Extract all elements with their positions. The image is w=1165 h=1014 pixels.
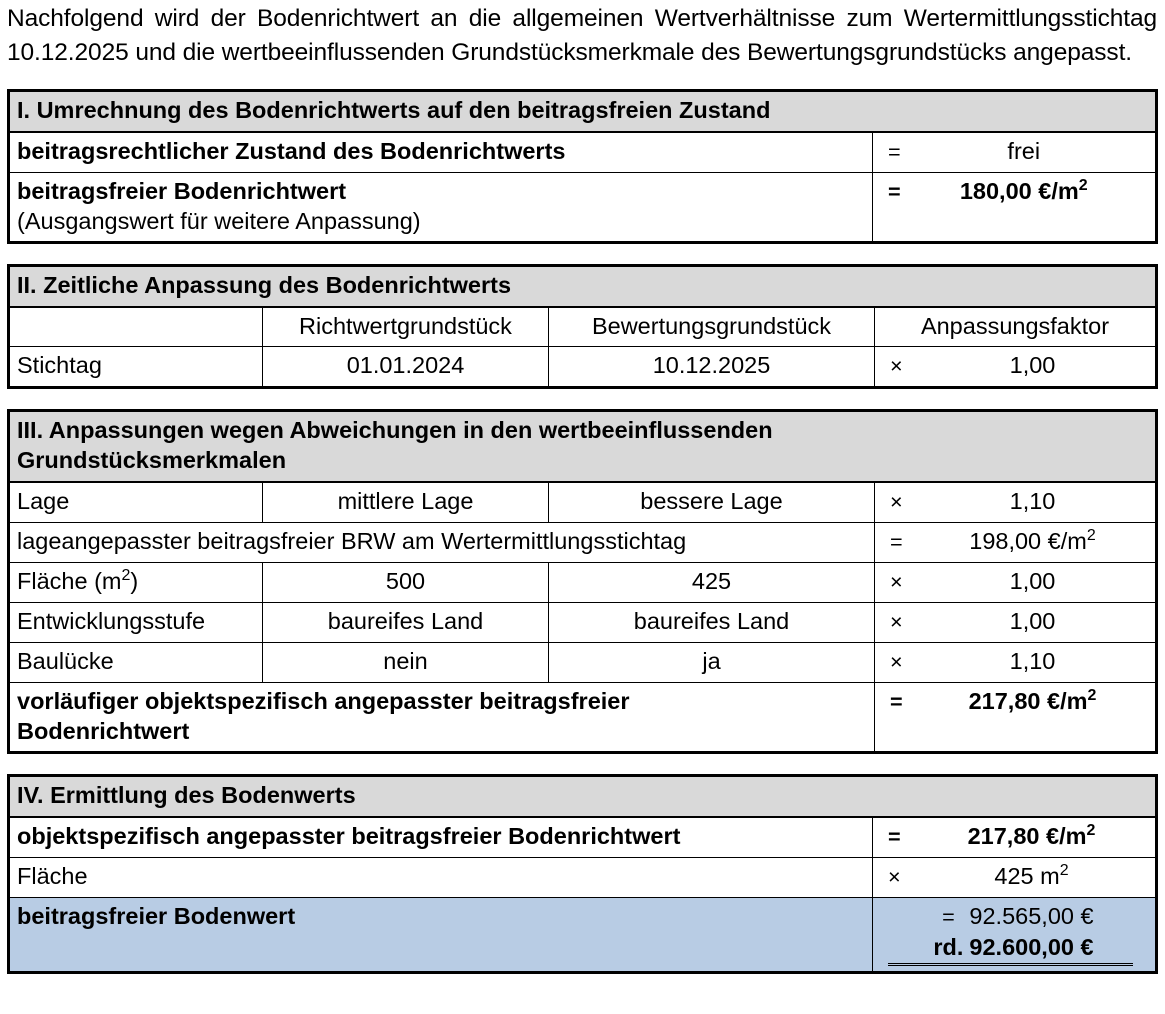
row-operator: ×	[890, 489, 903, 514]
row-label-line-1: vorläufiger objektspezifisch angepasster beitragsfreier	[17, 688, 630, 714]
row-value-bodenrichtwert: 180,00 $€/m^2$	[915, 173, 1157, 243]
row-value-lageangepasster-brw: 198,00 $€/m^2$	[969, 527, 1096, 554]
table-section-4	[7, 774, 1158, 974]
row-value-bewertung-lage: bessere Lage	[549, 482, 875, 523]
section-3-title-line-1: III. Anpassungen wegen Abweichungen in den wertbeeinflussenden	[17, 417, 773, 443]
row-faktor-cell	[875, 603, 1157, 643]
row-value-zustand: frei	[915, 132, 1157, 173]
row-faktor-cell	[875, 563, 1157, 603]
row-faktor-value: 1,00	[1009, 568, 1056, 594]
row-faktor-cell	[875, 347, 1157, 388]
row-faktor-value: 1,10	[1009, 488, 1056, 514]
row-value-richtwert-lage: mittlere Lage	[263, 482, 549, 523]
row-value-richtwert-flaeche: 500	[263, 563, 549, 603]
result-value-rounded: 92.600,00 €	[969, 934, 1094, 960]
table-row	[9, 817, 1157, 858]
section-4-title: IV. Ermittlung des Bodenwerts	[9, 776, 1157, 818]
row-faktor-cell	[875, 643, 1157, 683]
row-label-flaeche: Fläche $(m^2)$	[9, 563, 263, 603]
section-3-result-row	[9, 683, 1157, 753]
row-value-cell	[873, 898, 1157, 973]
col-header-anpassungsfaktor: Anpassungsfaktor	[875, 307, 1157, 347]
row-label-objektspezifisch-brw: objektspezifisch angepasster beitragsfreier Bodenrichtwert	[9, 817, 873, 858]
row-operator: ×	[890, 353, 903, 378]
result-line-rounded	[888, 932, 1133, 966]
row-value-cell	[873, 817, 1157, 858]
interim-result-row	[9, 523, 1157, 563]
col-header-empty	[9, 307, 263, 347]
row-label-bauluecke: Baulücke	[9, 643, 263, 683]
table-row	[9, 858, 1157, 898]
section-3-title-line-2: Grundstücksmerkmalen	[17, 447, 287, 473]
column-header-row	[9, 307, 1157, 347]
row-faktor-cell	[875, 482, 1157, 523]
result-value-exact: 92.565,00 €	[969, 903, 1094, 929]
row-label-line-2: Bodenrichtwert	[17, 718, 190, 744]
table-row	[9, 563, 1157, 603]
row-value-cell	[875, 683, 1157, 753]
row-value-richtwert-bauluecke: nein	[263, 643, 549, 683]
row-operator: =	[890, 529, 903, 554]
row-value-cell	[875, 523, 1157, 563]
table-row	[9, 643, 1157, 683]
section-1-header-row	[9, 91, 1157, 133]
spacer	[0, 244, 1165, 264]
row-value-vorlaeufiger-brw: 217,80 $€/m^2$	[968, 687, 1097, 714]
section-1-title: I. Umrechnung des Bodenrichtwerts auf den beitragsfreien Zustand	[9, 91, 1157, 133]
row-label-lage: Lage	[9, 482, 263, 523]
table-section-1	[7, 89, 1158, 244]
table-row	[9, 603, 1157, 643]
section-2-header-row	[9, 266, 1157, 308]
row-operator: ×	[888, 864, 901, 889]
row-operator: ×	[890, 609, 903, 634]
row-label-line-2: (Ausgangswert für weitere Anpassung)	[17, 208, 421, 234]
row-faktor-value: 1,00	[1009, 352, 1056, 378]
table-section-2	[7, 264, 1158, 389]
section-4-result-row	[9, 898, 1157, 973]
row-value-richtwert-entwicklungsstufe: baureifes Land	[263, 603, 549, 643]
spacer	[0, 389, 1165, 409]
row-operator: =	[942, 904, 955, 929]
row-value-bewertung-bauluecke: ja	[549, 643, 875, 683]
row-label-lageangepasster-brw: lageangepasster beitragsfreier BRW am Wertermittlungsstichtag	[9, 523, 875, 563]
section-3-title	[9, 411, 1157, 483]
section-4-header-row	[9, 776, 1157, 818]
row-faktor-value: 1,00	[1009, 608, 1056, 634]
row-value-objektspezifisch-brw: 217,80 $€/m^2$	[967, 822, 1096, 849]
table-row	[9, 132, 1157, 173]
intro-paragraph	[0, 0, 1165, 70]
section-2-title: II. Zeitliche Anpassung des Bodenrichtwerts	[9, 266, 1157, 308]
row-operator: ×	[890, 569, 903, 594]
table-row	[9, 347, 1157, 388]
row-value-bewertung-flaeche: 425	[549, 563, 875, 603]
table-row	[9, 482, 1157, 523]
table-row	[9, 173, 1157, 243]
row-operator: =	[873, 132, 915, 173]
row-faktor-value: 1,10	[1009, 648, 1056, 674]
row-label-beitragsfreier-bodenwert: beitragsfreier Bodenwert	[9, 898, 873, 973]
row-value-richtwert-stichtag: 01.01.2024	[263, 347, 549, 388]
row-label-beitragsrechtlicher-zustand: beitragsrechtlicher Zustand des Bodenrichtwerts	[9, 132, 873, 173]
spacer	[0, 754, 1165, 774]
result-operator-rounded: rd.	[933, 934, 964, 960]
intro-text: Nachfolgend wird der Bodenrichtwert an die allgemeinen Wertverhältnisse zum Wertermittlungsstichtag 10.12.2025 und die wertbeeinflussenden Grundstücksmerkmale des Bewertungsgrundstücks angepasst.	[7, 5, 1157, 66]
row-value-flaeche: 425 $m^2$	[994, 862, 1069, 889]
row-operator: =	[888, 824, 901, 849]
row-value-cell	[873, 858, 1157, 898]
col-header-bewertungsgrundstueck: Bewertungsgrundstück	[549, 307, 875, 347]
row-operator: =	[890, 689, 903, 714]
row-label-line-1: beitragsfreier Bodenrichtwert	[17, 178, 347, 204]
result-line-exact	[888, 901, 1133, 932]
row-label-stichtag: Stichtag	[9, 347, 263, 388]
section-3-header-row	[9, 411, 1157, 483]
row-label-entwicklungsstufe: Entwicklungsstufe	[9, 603, 263, 643]
row-value-bewertung-stichtag: 10.12.2025	[549, 347, 875, 388]
table-section-3	[7, 409, 1158, 754]
row-operator: ×	[890, 649, 903, 674]
row-label-beitragsfreier-bodenrichtwert	[9, 173, 873, 243]
spacer	[0, 70, 1165, 89]
row-label-vorlaeufiger-brw	[9, 683, 875, 753]
col-header-richtwertgrundstueck: Richtwertgrundstück	[263, 307, 549, 347]
row-value-bewertung-entwicklungsstufe: baureifes Land	[549, 603, 875, 643]
row-operator: =	[873, 173, 915, 243]
row-label-flaeche: Fläche	[9, 858, 873, 898]
